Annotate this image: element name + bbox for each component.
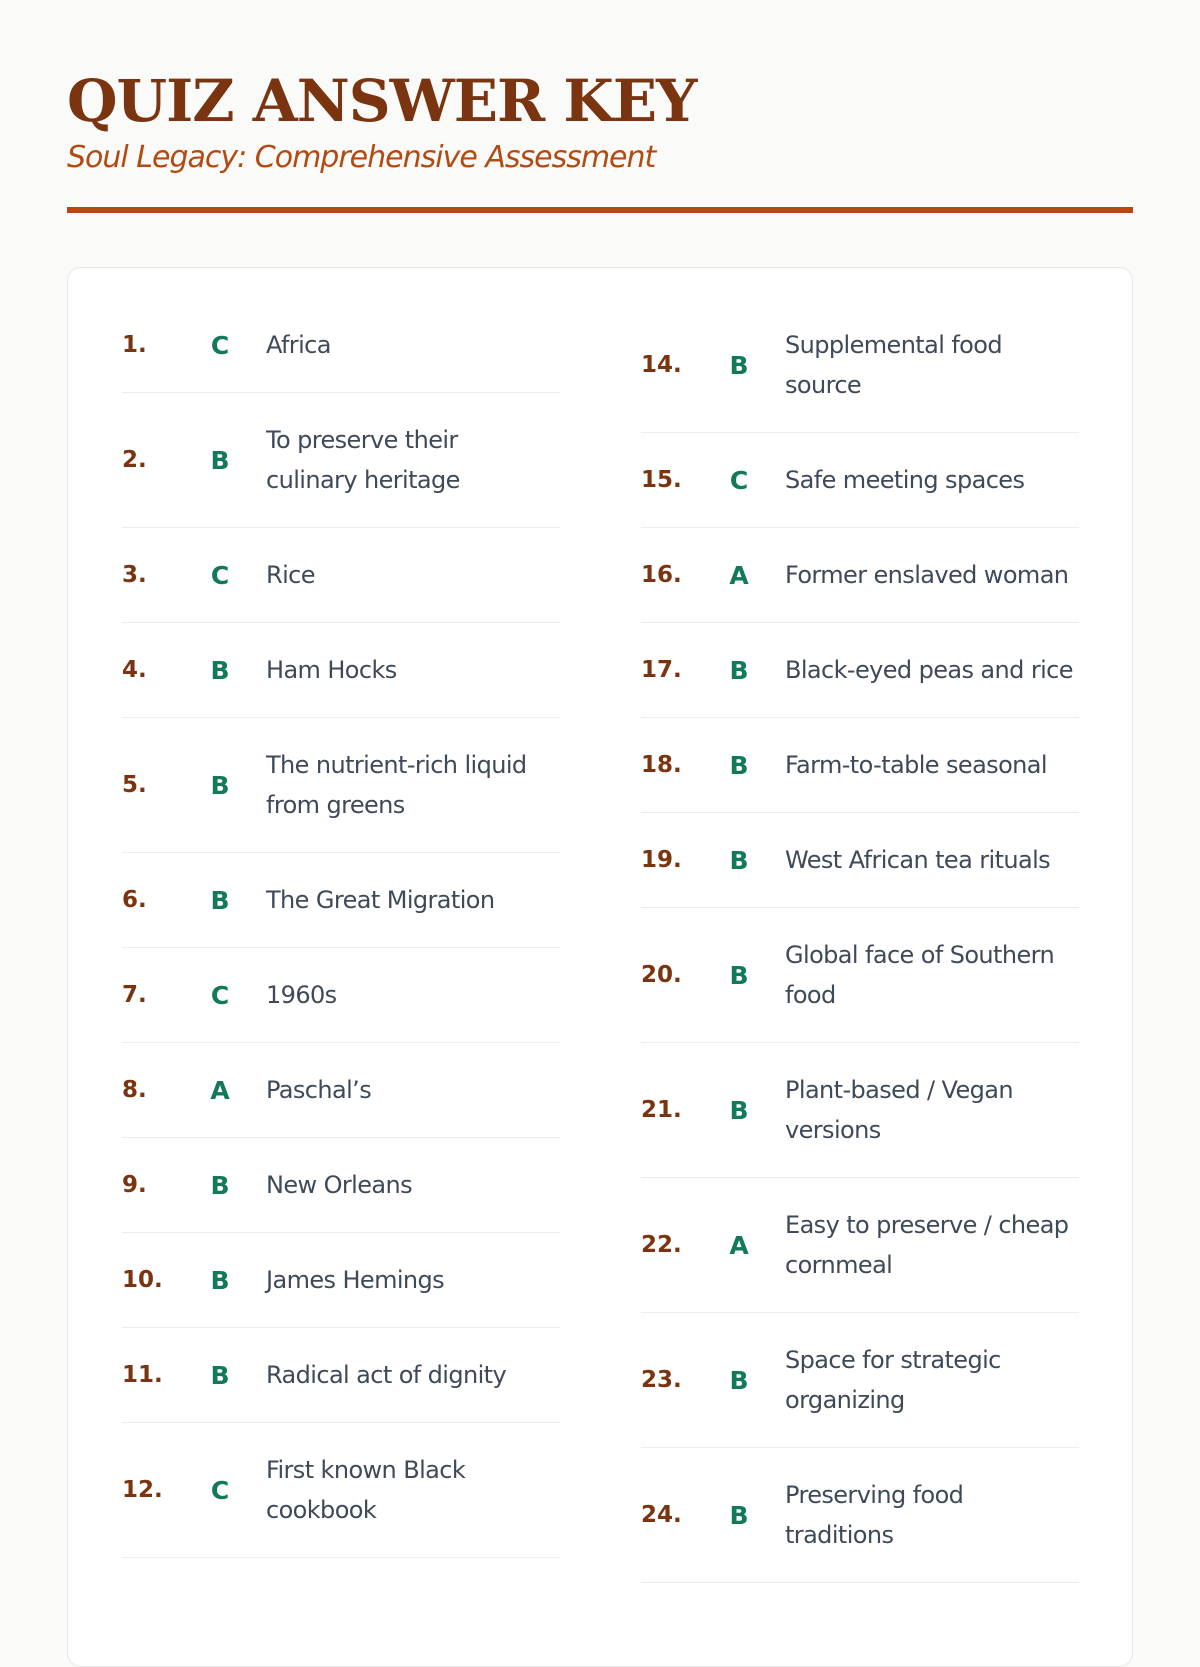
question-number: 16.: [641, 562, 682, 588]
page-subtitle: Soul Legacy: Comprehensive Assessment: [67, 140, 656, 175]
answer-letter: C: [210, 330, 230, 360]
question-number: 17.: [641, 657, 682, 683]
answer-letter: B: [729, 350, 749, 380]
answer-text: 1960s: [266, 981, 337, 1009]
answer-row: [122, 948, 560, 1043]
answer-text: First known Black cookbook: [266, 1456, 466, 1524]
answer-row: [641, 718, 1079, 813]
answer-row: [122, 528, 560, 623]
answer-row: [641, 623, 1079, 718]
answer-row: [641, 1178, 1079, 1313]
answer-letter: C: [210, 980, 230, 1010]
answer-row: [641, 1043, 1079, 1178]
answer-text: Radical act of dignity: [266, 1361, 507, 1389]
question-number: 5.: [122, 772, 147, 798]
answer-text: Black-eyed peas and rice: [785, 656, 1073, 684]
question-number: 14.: [641, 352, 682, 378]
answer-row: [641, 433, 1079, 528]
answer-letter: B: [210, 770, 230, 800]
answer-text: The Great Migration: [266, 886, 495, 914]
question-number: 9.: [122, 1172, 147, 1198]
answer-text: Plant-based / Vegan versions: [785, 1076, 1013, 1144]
answer-text: Preserving food traditions: [785, 1481, 964, 1549]
question-number: 18.: [641, 752, 682, 778]
answer-text: James Hemings: [266, 1266, 445, 1294]
answer-text: Africa: [266, 331, 331, 359]
answer-row: [641, 528, 1079, 623]
answers-left-column: [122, 298, 560, 1558]
answer-card: [67, 267, 1133, 1667]
answer-letter: C: [210, 1475, 230, 1505]
answer-letter: B: [210, 1170, 230, 1200]
answer-letter: C: [210, 560, 230, 590]
answer-row: [122, 1423, 560, 1558]
answer-row: [122, 853, 560, 948]
answer-row: [122, 1138, 560, 1233]
answer-row: [641, 298, 1079, 433]
answer-letter: B: [210, 1360, 230, 1390]
answer-letter: B: [210, 885, 230, 915]
answer-letter: B: [729, 1365, 749, 1395]
answer-row: [641, 1313, 1079, 1448]
answer-text: Former enslaved woman: [785, 561, 1069, 589]
answer-row: [641, 908, 1079, 1043]
page-title: QUIZ ANSWER KEY: [67, 67, 697, 135]
answer-letter: B: [210, 655, 230, 685]
answer-text: Easy to preserve / cheap cornmeal: [785, 1211, 1069, 1279]
answers-right-column: [641, 298, 1079, 1583]
question-number: 8.: [122, 1077, 147, 1103]
question-number: 3.: [122, 562, 147, 588]
question-number: 21.: [641, 1097, 682, 1123]
question-number: 19.: [641, 847, 682, 873]
answer-letter: B: [729, 1500, 749, 1530]
answer-text: Safe meeting spaces: [785, 466, 1025, 494]
question-number: 10.: [122, 1267, 163, 1293]
answer-letter: B: [210, 1265, 230, 1295]
question-number: 12.: [122, 1477, 163, 1503]
answer-text: Rice: [266, 561, 315, 589]
question-number: 4.: [122, 657, 147, 683]
question-number: 24.: [641, 1502, 682, 1528]
answer-text: The nutrient-rich liquid from greens: [266, 751, 527, 819]
answer-text: Space for strategic organizing: [785, 1346, 1001, 1414]
question-number: 15.: [641, 467, 682, 493]
answer-text: West African tea rituals: [785, 846, 1051, 874]
answer-letter: A: [729, 560, 749, 590]
answer-letter: C: [729, 465, 749, 495]
answer-text: Ham Hocks: [266, 656, 397, 684]
question-number: 7.: [122, 982, 147, 1008]
question-number: 23.: [641, 1367, 682, 1393]
header-divider: [67, 207, 1133, 213]
answer-text: Paschal’s: [266, 1076, 372, 1104]
answer-row: [122, 1233, 560, 1328]
answer-text: Farm-to-table seasonal: [785, 751, 1047, 779]
answer-row: [122, 298, 560, 393]
answer-text: Supplemental food source: [785, 331, 1002, 399]
question-number: 11.: [122, 1362, 163, 1388]
answer-row: [122, 393, 560, 528]
answer-text: Global face of Southern food: [785, 941, 1055, 1009]
answer-letter: B: [210, 445, 230, 475]
question-number: 2.: [122, 447, 147, 473]
answer-text: New Orleans: [266, 1171, 412, 1199]
page-header: [67, 66, 1133, 178]
answer-letter: B: [729, 750, 749, 780]
answer-row: [641, 1448, 1079, 1583]
answer-letter: A: [729, 1230, 749, 1260]
answer-letter: B: [729, 845, 749, 875]
answer-text: To preserve their culinary heritage: [266, 426, 460, 494]
answer-row: [122, 623, 560, 718]
answer-row: [122, 718, 560, 853]
question-number: 1.: [122, 332, 147, 358]
answer-letter: B: [729, 655, 749, 685]
question-number: 20.: [641, 962, 682, 988]
answer-letter: B: [729, 1095, 749, 1125]
answer-row: [641, 813, 1079, 908]
answer-letter: A: [210, 1075, 230, 1105]
answer-letter: B: [729, 960, 749, 990]
answer-row: [122, 1043, 560, 1138]
question-number: 22.: [641, 1232, 682, 1258]
question-number: 6.: [122, 887, 147, 913]
answer-row: [122, 1328, 560, 1423]
